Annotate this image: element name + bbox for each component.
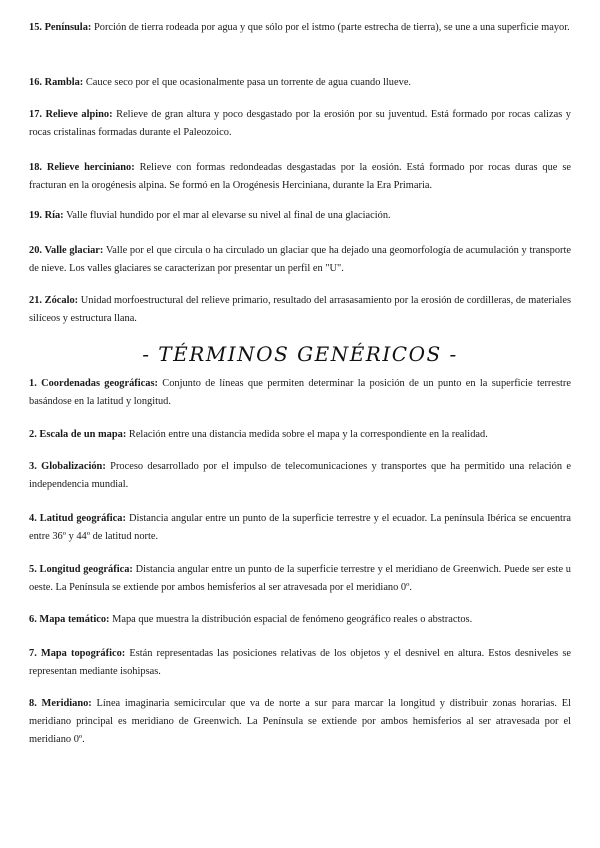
- term-definition: Valle fluvial hundido por el mar al elevarse su nivel al final de una glaciación.: [66, 210, 391, 221]
- term-definition: Valle por el que circula o ha circulado un glaciar que ha dejado una geomorfología de acumulación y transporte de nieve. Los valles glaciares se caracterizan por presentar un perfil en "U".: [29, 245, 571, 274]
- definition-entry: [29, 426, 571, 444]
- definition-entry: [29, 74, 571, 92]
- definition-entry: [29, 159, 571, 195]
- term-definition: Distancia angular entre un punto de la superficie terrestre y el ecuador. La península Ibérica se encuentra entre 36º y 44º de latitud norte.: [29, 513, 571, 542]
- term-definition: Mapa que muestra la distribución espacial de fenómeno geográfico reales o abstractos.: [112, 614, 473, 625]
- definition-entry: [29, 19, 571, 37]
- term-label: 15. Península:: [29, 22, 92, 33]
- term-definition: Relieve con formas redondeadas desgastadas por la eosión. Está formado por rocas duras que se fracturan en la orogénesis alpina. Se formó en la Orogénesis Herciniana, durante la Era Primaria.: [29, 162, 571, 191]
- section-title: - TÉRMINOS GENÉRICOS -: [142, 342, 458, 366]
- term-definition: Línea imaginaria semicircular que va de norte a sur para marcar la longitud y distribuir zonas horarias. El meridiano principal es meridiano de Greenwich. La Península se extiende por ambos hemisferios al ser atravesada por el meridiano 0º.: [29, 698, 571, 745]
- definition-entry: [29, 292, 571, 328]
- definition-entry: [29, 510, 571, 546]
- definition-entry: [29, 611, 571, 629]
- definition-entry: [29, 207, 571, 225]
- definition-entry: [29, 242, 571, 278]
- term-label: 3. Globalización:: [29, 461, 106, 472]
- definition-entry: [29, 375, 571, 411]
- term-definition: Unidad morfoestructural del relieve primario, resultado del arrasasamiento por la erosión de cordilleras, de materiales silíceos y estructura llana.: [29, 295, 571, 324]
- term-definition: Proceso desarrollado por el impulso de telecomunicaciones y transportes que ha permitido una relación e independencia mundial.: [29, 461, 572, 490]
- term-label: 7. Mapa topográfico:: [29, 648, 126, 659]
- term-label: 17. Relieve alpino:: [29, 109, 113, 120]
- term-label: 20. Valle glaciar:: [29, 245, 104, 256]
- term-definition: Están representadas las posiciones relativas de los objetos y el desnivel en altura. Estos desniveles se representan mediante isohipsas.: [29, 648, 571, 677]
- term-label: 1. Coordenadas geográficas:: [29, 378, 158, 389]
- term-label: 21. Zócalo:: [29, 295, 79, 306]
- definition-entry: [29, 561, 571, 597]
- term-definition: Cauce seco por el que ocasionalmente pasa un torrente de agua cuando llueve.: [85, 77, 412, 88]
- term-definition: Distancia angular entre un punto de la superficie terrestre y el meridiano de Greenwich. Puede ser este u oeste. La Península se extiende por ambos hemisferios al ser atravesada por el meridiano 0º.: [29, 564, 571, 593]
- term-label: 4. Latitud geográfica:: [29, 513, 126, 524]
- term-label: 6. Mapa temático:: [29, 614, 110, 625]
- term-label: 5. Longitud geográfica:: [29, 564, 133, 575]
- definition-entry: [29, 458, 571, 494]
- term-definition: Relieve de gran altura y poco desgastado por la erosión por su juventud. Está formado por rocas calizas y rocas cristalinas formadas durante el Paleozoico.: [29, 109, 571, 138]
- definition-entry: [29, 695, 571, 749]
- term-definition: Porción de tierra rodeada por agua y que sólo por el istmo (parte estrecha de tierra), se une a una superficie mayor.: [93, 22, 570, 33]
- term-label: 2. Escala de un mapa:: [29, 429, 127, 440]
- term-label: 18. Relieve herciniano:: [29, 162, 135, 173]
- term-definition: Conjunto de líneas que permiten determinar la posición de un punto en la superficie terrestre basándose en la latitud y longitud.: [29, 378, 572, 407]
- definition-entry: [29, 645, 571, 681]
- term-label: 19. Ría:: [29, 210, 64, 221]
- definition-entry: [29, 106, 571, 142]
- term-label: 16. Rambla:: [29, 77, 84, 88]
- term-definition: Relación entre una distancia medida sobre el mapa y la correspondiente en la realidad.: [128, 429, 488, 440]
- term-label: 8. Meridiano:: [29, 698, 92, 709]
